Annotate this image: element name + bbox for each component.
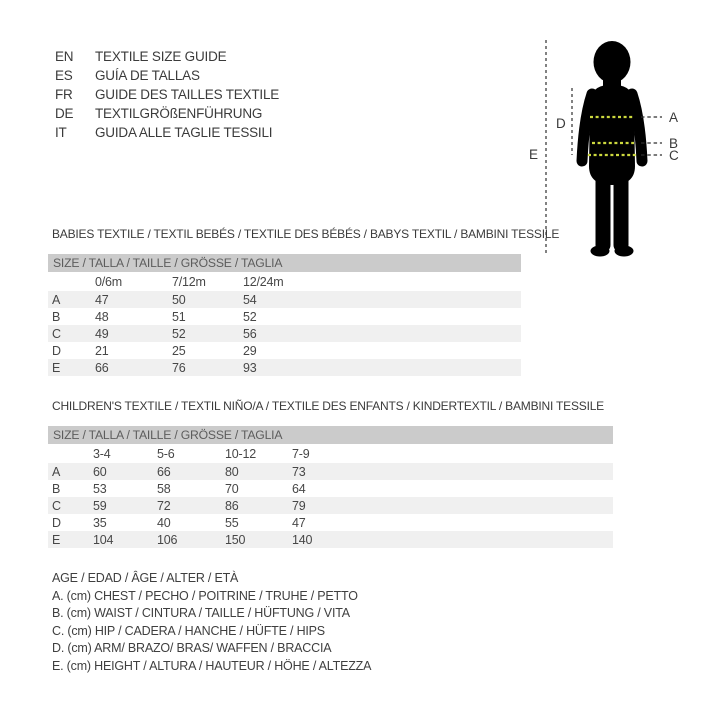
legend-age-line: AGE / EDAD / ÂGE / ALTER / ETÀ: [52, 571, 239, 585]
language-title-list: [55, 47, 279, 142]
babies-section-title: BABIES TEXTILE / TEXTIL BEBÉS / TEXTILE DES BÉBÉS / BABYS TEXTIL / BAMBINI TESSILE: [52, 227, 560, 241]
language-code: EN: [55, 49, 74, 64]
cell-value: 47: [95, 291, 172, 308]
cell-value: 50: [172, 291, 243, 308]
column-header: 0/6m: [95, 274, 122, 289]
cell-value: 106: [157, 531, 225, 548]
measure-label-hip: C: [669, 148, 679, 163]
cell-value: 104: [93, 531, 157, 548]
left-foot: [591, 246, 610, 257]
children-section-title: CHILDREN'S TEXTILE / TEXTIL NIÑO/A / TEXTILE DES ENFANTS / KINDERTEXTIL / BAMBINI TESSILE: [52, 399, 604, 413]
language-row: [55, 123, 279, 142]
legend-item: B. (cm) WAIST / CINTURA / TAILLE / HÜFTUNG / VITA: [52, 606, 350, 621]
measure-label-waist: B: [669, 136, 679, 151]
cell-value: 51: [172, 309, 186, 324]
language-row: [55, 47, 279, 66]
row-label: D: [52, 343, 61, 358]
cell-value: 59: [93, 497, 157, 514]
language-code: ES: [55, 68, 73, 83]
cell-value: 70: [225, 481, 239, 496]
legend-item: D. (cm) ARM/ BRAZO/ BRAS/ WAFFEN / BRACCIA: [52, 641, 332, 656]
size-header-label: SIZE / TALLA / TAILLE / GRÖSSE / TAGLIA: [48, 254, 521, 272]
language-title: GUIDA ALLE TAGLIE TESSILI: [95, 125, 273, 140]
column-header: 3-4: [93, 446, 111, 461]
language-row: [55, 85, 279, 104]
table-row: [48, 325, 521, 342]
cell-value: 52: [172, 325, 243, 342]
cell-value: 86: [225, 497, 292, 514]
row-label: C: [48, 325, 95, 342]
cell-value: 80: [225, 463, 292, 480]
cell-value: 56: [243, 325, 521, 342]
row-label: A: [48, 463, 93, 480]
cell-value: 76: [172, 359, 243, 376]
cell-value: 58: [157, 481, 171, 496]
language-title: TEXTILGRÖßENFÜHRUNG: [95, 106, 263, 121]
cell-value: 52: [243, 309, 257, 324]
cell-value: 73: [292, 463, 613, 480]
language-code: FR: [55, 87, 73, 102]
row-label: A: [48, 291, 95, 308]
cell-value: 48: [95, 309, 109, 324]
table-row: [48, 308, 521, 325]
cell-value: 53: [93, 481, 107, 496]
cell-value: 60: [93, 463, 157, 480]
cell-value: 64: [292, 481, 306, 496]
torso-shape: [589, 85, 635, 185]
row-label: E: [48, 531, 93, 548]
right-foot: [615, 246, 634, 257]
size-header-bar: [48, 254, 521, 272]
legend-item: A. (cm) CHEST / PECHO / POITRINE / TRUHE / PETTO: [52, 588, 358, 603]
cell-value: 150: [225, 531, 292, 548]
row-label: C: [48, 497, 93, 514]
cell-value: 66: [157, 463, 225, 480]
cell-value: 93: [243, 359, 521, 376]
column-header-row: [48, 444, 613, 463]
language-code: DE: [55, 106, 74, 121]
row-label: B: [52, 309, 61, 324]
table-row: [48, 514, 613, 531]
column-header: 5-6: [157, 446, 175, 461]
legend-item: E. (cm) HEIGHT / ALTURA / HAUTEUR / HÖHE / ALTEZZA: [52, 658, 372, 673]
column-header: 10-12: [225, 446, 256, 461]
language-title: TEXTILE SIZE GUIDE: [95, 49, 227, 64]
measure-label-chest: A: [669, 110, 679, 125]
table-row: [48, 497, 613, 514]
column-header: 7-9: [292, 446, 310, 461]
language-code: IT: [55, 125, 67, 140]
column-header: 7/12m: [172, 274, 206, 289]
row-label: E: [48, 359, 95, 376]
row-label: D: [52, 515, 61, 530]
table-row: [48, 291, 521, 308]
cell-value: 29: [243, 343, 257, 358]
size-header-bar: [48, 426, 613, 444]
column-header-row: [48, 272, 521, 291]
measure-label-height: E: [529, 147, 539, 162]
cell-value: 54: [243, 291, 521, 308]
babies-section: [48, 227, 560, 376]
table-row: [48, 342, 521, 359]
cell-value: 140: [292, 531, 613, 548]
cell-value: 40: [157, 515, 171, 530]
language-row: [55, 104, 279, 123]
cell-value: 25: [172, 343, 186, 358]
corner-cell: [48, 444, 93, 463]
cell-value: 21: [95, 343, 109, 358]
language-title: GUÍA DE TALLAS: [95, 68, 200, 83]
size-header-label: SIZE / TALLA / TAILLE / GRÖSSE / TAGLIA: [48, 426, 613, 444]
cell-value: 55: [225, 515, 239, 530]
child-silhouette: [582, 41, 642, 257]
column-header: 12/24m: [243, 274, 284, 289]
cell-value: 79: [292, 497, 613, 514]
language-title: GUIDE DES TAILLES TEXTILE: [95, 87, 280, 102]
row-label: B: [52, 481, 61, 496]
cell-value: 66: [95, 359, 172, 376]
cell-value: 47: [292, 515, 306, 530]
corner-cell: [48, 272, 95, 291]
children-section: [48, 400, 613, 548]
table-row: [48, 531, 613, 548]
cell-value: 72: [157, 497, 225, 514]
measure-label-arm: D: [556, 116, 566, 131]
table-row: [48, 359, 521, 376]
table-row: [48, 463, 613, 480]
measurement-legend: [52, 570, 371, 676]
language-row: [55, 66, 279, 85]
legend-item: C. (cm) HIP / CADERA / HANCHE / HÜFTE / HIPS: [52, 623, 325, 638]
babies-table: [48, 254, 521, 376]
cell-value: 49: [95, 325, 172, 342]
children-table: [48, 426, 613, 548]
cell-value: 35: [93, 515, 107, 530]
table-row: [48, 480, 613, 497]
